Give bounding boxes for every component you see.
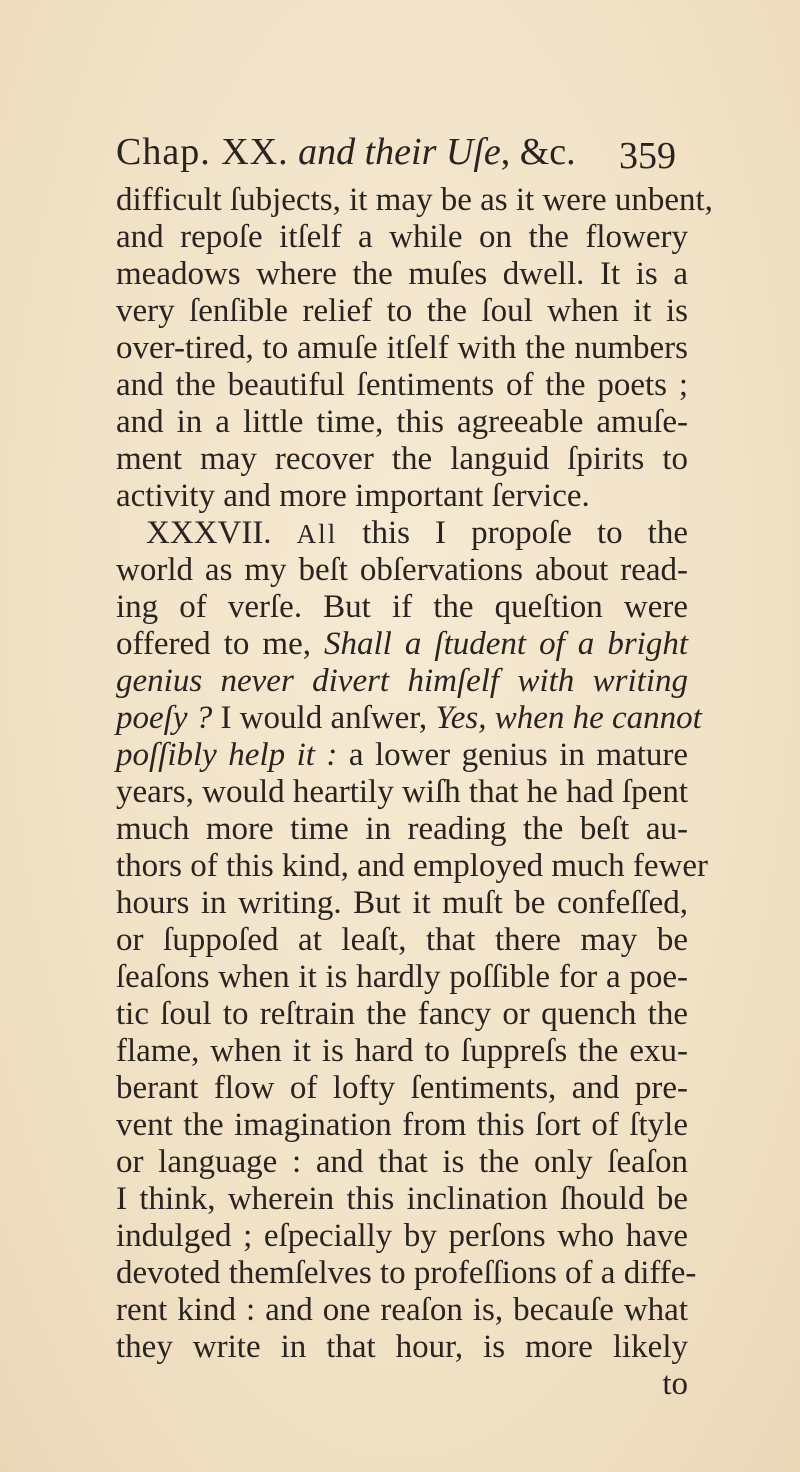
- text-run: I would anſwer,: [212, 700, 436, 736]
- text-line: I think, wherein this inclination ſhould be: [116, 1181, 688, 1217]
- catchword: to: [662, 1366, 688, 1402]
- text-line: activity and more important ſervice.: [116, 478, 590, 514]
- text-line: ing of verſe. But if the queſtion were: [116, 589, 688, 625]
- text-line: and in a little time, this agreeable amuſe-: [116, 404, 688, 440]
- text-line: thors of this kind, and employed much fewer: [116, 848, 709, 884]
- text-run: a lower genius in mature: [337, 737, 688, 773]
- text-line: difficult ſubjects, it may be as it were unbent,: [116, 182, 713, 218]
- text-run: offered to me,: [116, 626, 324, 662]
- italic-run: Shall a ſtudent of a bright: [324, 626, 688, 662]
- text-line: rent kind : and one reaſon is, becauſe what: [116, 1292, 688, 1328]
- running-header: [116, 122, 636, 182]
- text-line: indulged ; eſpecially by perſons who have: [116, 1218, 688, 1254]
- text-line: berant flow of lofty ſentiments, and pre-: [116, 1070, 688, 1106]
- section-number: XXXVII.: [146, 515, 272, 551]
- body-text: [116, 182, 713, 1403]
- italic-run: poſſibly help it :: [116, 737, 338, 773]
- running-title: and their Uſe: [298, 131, 501, 173]
- text-line: flame, when it is hard to ſuppreſs the exu-: [116, 1033, 688, 1069]
- text-line: tic ſoul to reſtrain the fancy or quench the: [116, 996, 688, 1032]
- text-line: ment may recover the languid ſpirits to: [116, 441, 688, 477]
- text-line: much more time in reading the beſt au-: [116, 811, 688, 847]
- text-line: and the beautiful ſentiments of the poets ;: [116, 367, 688, 403]
- chapter-label: Chap. XX.: [116, 131, 289, 173]
- text-line: [116, 626, 688, 663]
- italic-line: genius never divert himſelf with writing: [116, 663, 688, 699]
- text-line: very ſenſible relief to the ſoul when it is: [116, 293, 688, 329]
- running-title-tail: , &c.: [500, 131, 576, 173]
- text-line: hours in writing. But it muſt be confeſſed,: [116, 885, 688, 921]
- text-line: or language : and that is the only ſeaſon: [116, 1144, 688, 1180]
- small-caps-word: All: [296, 519, 338, 549]
- section-start-line: [116, 515, 688, 552]
- text-run: this I propoſe to the: [337, 515, 688, 551]
- text-line: ſeaſons when it is hardly poſſible for a poe-: [116, 959, 688, 995]
- text-line: [116, 737, 688, 774]
- text-line: world as my beſt obſervations about read-: [116, 552, 688, 588]
- text-line: vent the imagination from this ſort of ſtyle: [116, 1107, 688, 1143]
- text-line: devoted themſelves to profeſſions of a diffe-: [116, 1255, 697, 1291]
- page-number: 359: [619, 135, 676, 177]
- text-line: they write in that hour, is more likely: [116, 1329, 688, 1365]
- text-line: years, would heartily wiſh that he had ſpent: [116, 774, 688, 810]
- text-line: [116, 700, 702, 737]
- text-line: meadows where the muſes dwell. It is a: [116, 256, 688, 292]
- text-line: and repoſe itſelf a while on the flowery: [116, 219, 688, 255]
- text-line: or ſuppoſed at leaſt, that there may be: [116, 922, 688, 958]
- italic-run: poeſy ?: [116, 700, 213, 736]
- italic-run: Yes, when he cannot: [435, 700, 702, 736]
- text-line: over-tired, to amuſe itſelf with the numbers: [116, 330, 688, 366]
